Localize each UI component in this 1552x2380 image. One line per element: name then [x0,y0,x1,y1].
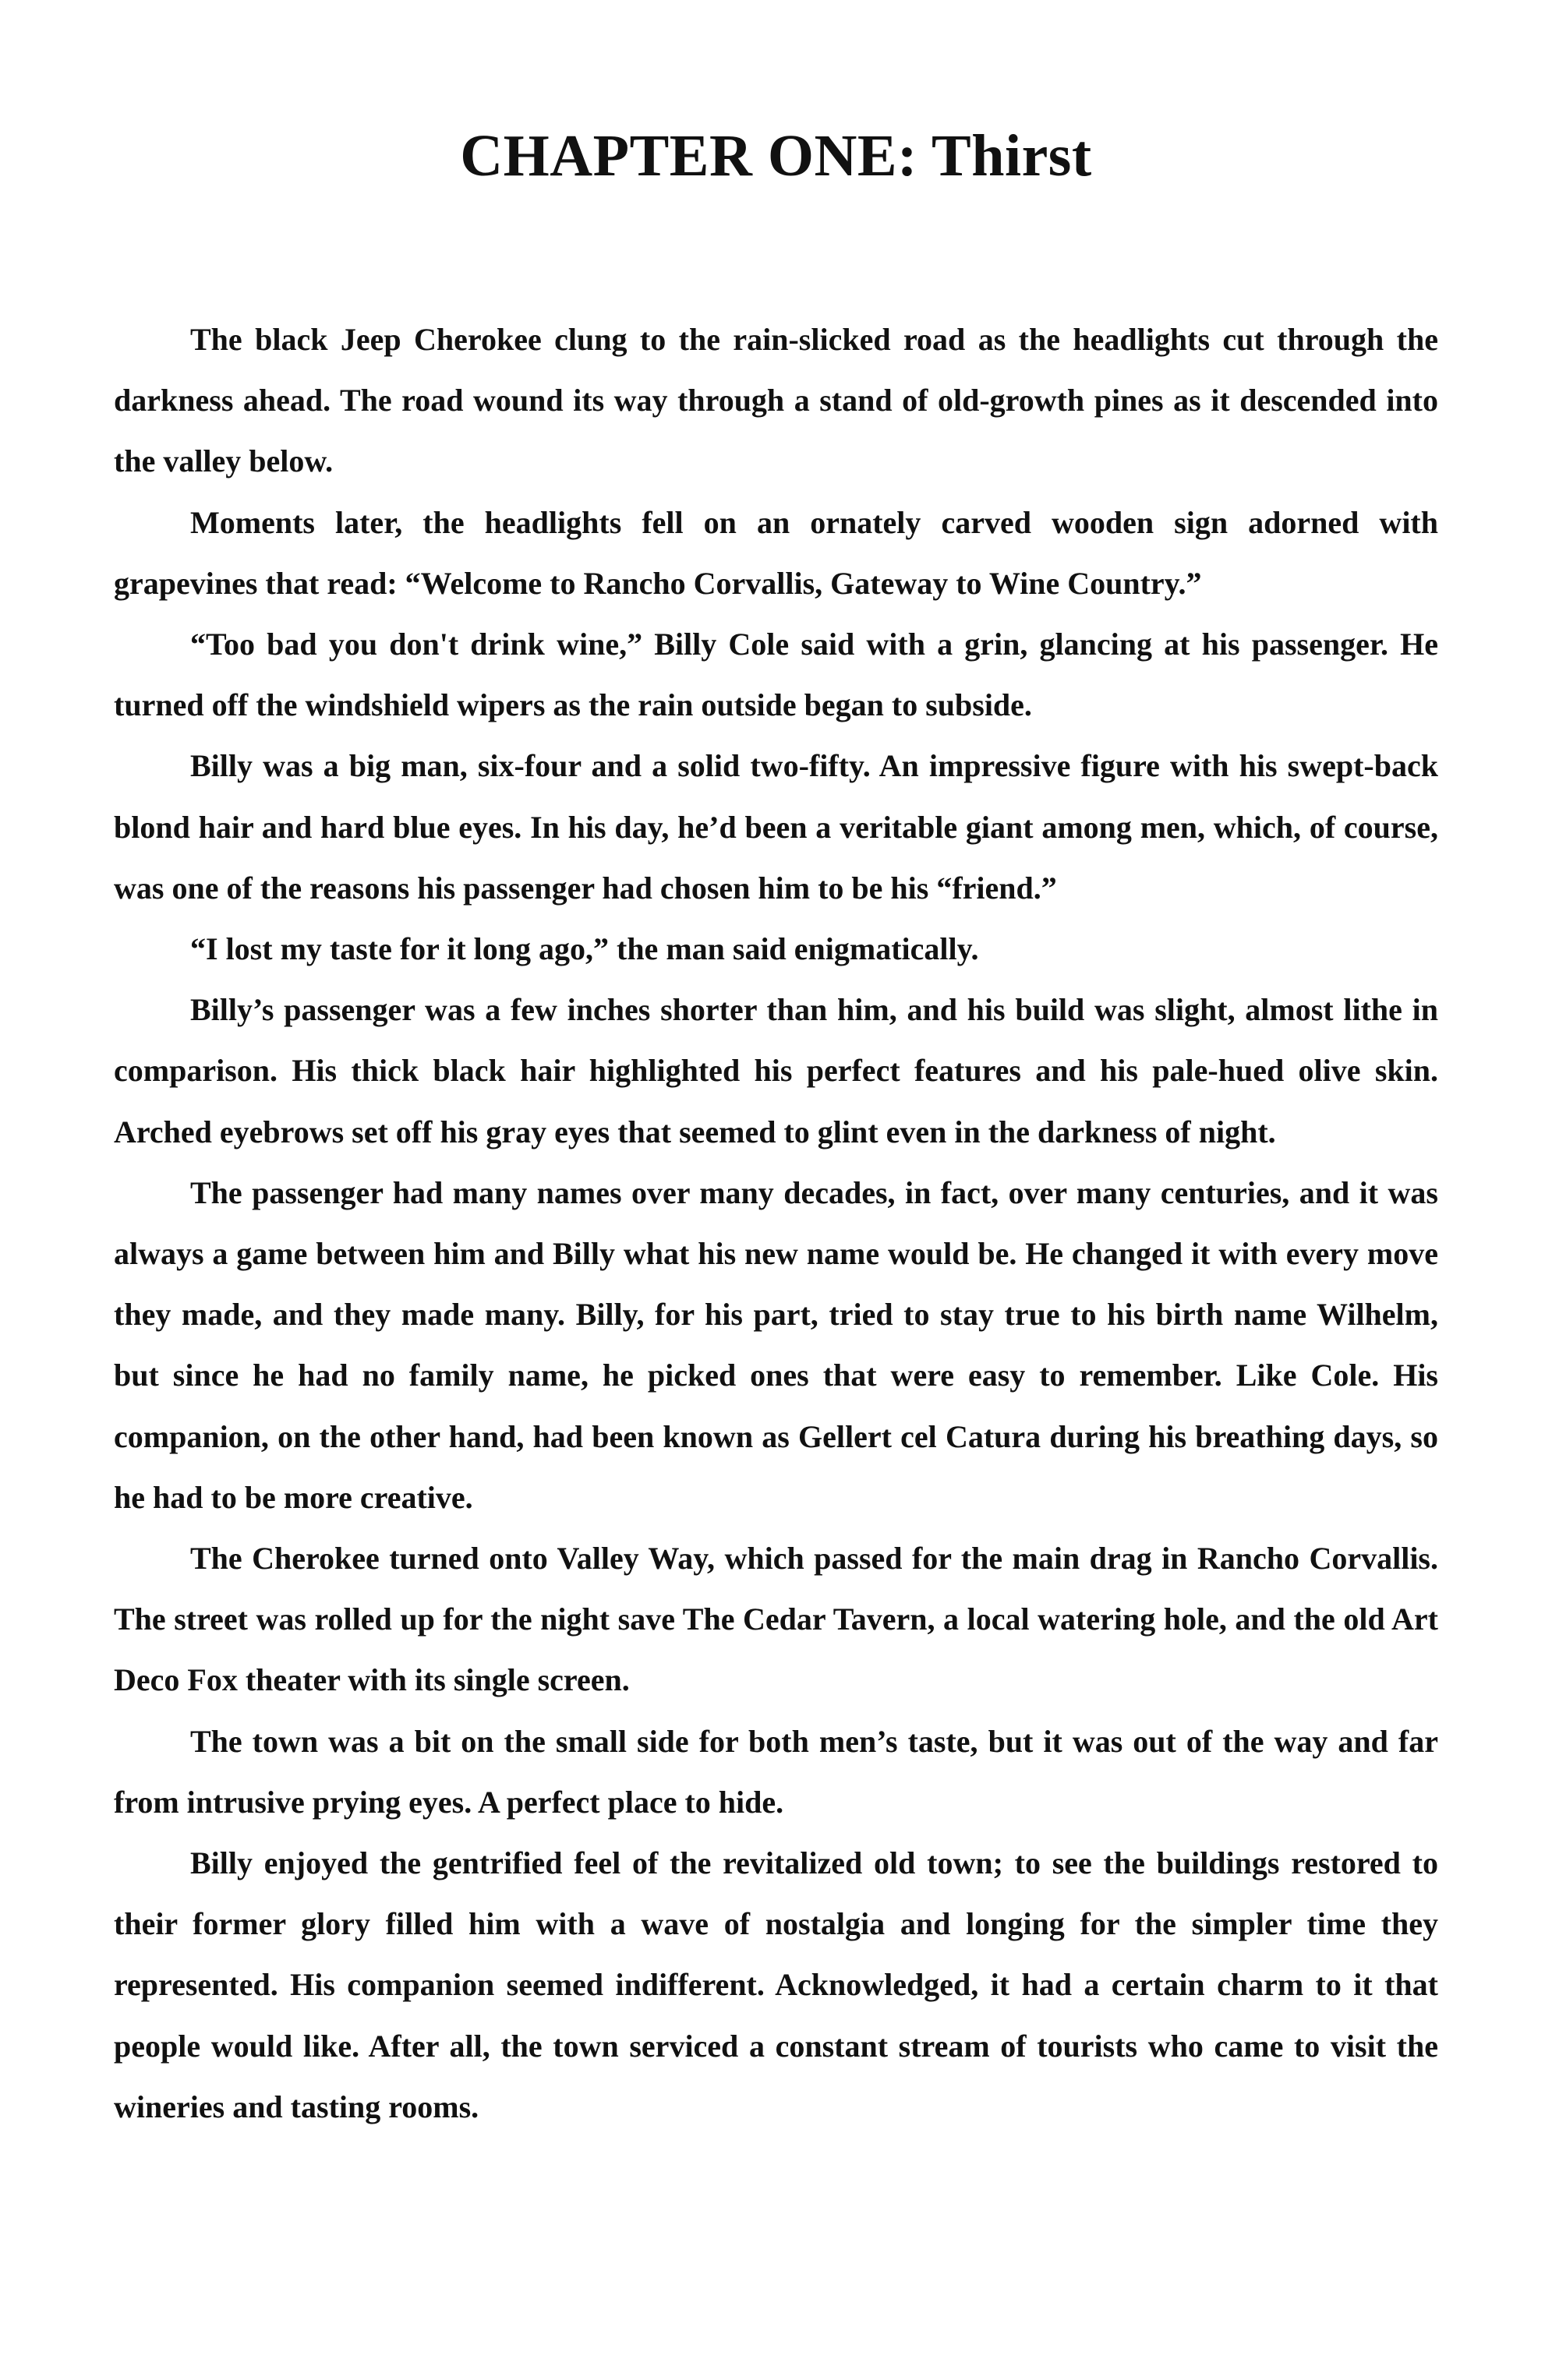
paragraph: “I lost my taste for it long ago,” the man said enigmatically. [190,931,979,967]
chapter-title: CHAPTER ONE: Thirst [460,123,1092,189]
paragraph: Billy was a big man, six-four and a solid two-fifty. An impressive figure with his swept-back blond hair and hard blue eyes. In his day, he’d been a veritable giant among men, which, of course, was one of the reasons his passenger had chosen him to be his “friend.” [114,748,1438,906]
chapter-body [114,309,1438,2138]
paragraph: “Too bad you don't drink wine,” Billy Cole said with a grin, glancing at his passenger. He turned off the windshield wipers as the rain outside began to subside. [114,627,1438,723]
paragraph: The Cherokee turned onto Valley Way, which passed for the main drag in Rancho Corvallis. The street was rolled up for the night save The Cedar Tavern, a local watering hole, and the old Art Deco Fox theater with its single screen. [114,1541,1438,1698]
paragraph: Billy enjoyed the gentrified feel of the revitalized old town; to see the buildings restored to their former glory filled him with a wave of nostalgia and longing for the simpler time they represented. His companion seemed indifferent. Acknowledged, it had a certain charm to it that people would like. After all, the town serviced a constant stream of tourists who came to visit the wineries and tasting rooms. [114,1845,1438,2124]
paragraph: Moments later, the headlights fell on an ornately carved wooden sign adorned with grapevines that read: “Welcome to Rancho Corvallis, Gateway to Wine Country.” [114,504,1438,601]
paragraph: The town was a bit on the small side for both men’s taste, but it was out of the way and far from intrusive prying eyes. A perfect place to hide. [114,1723,1438,1820]
paragraph: Billy’s passenger was a few inches shorter than him, and his build was slight, almost lithe in comparison. His thick black hair highlighted his perfect features and his pale-hued olive skin. Arched eyebrows set off his gray eyes that seemed to glint even in the darkness of night. [114,992,1438,1149]
paragraph: The black Jeep Cherokee clung to the rain-slicked road as the headlights cut through the darkness ahead. The road wound its way through a stand of old-growth pines as it descended into the valley below. [114,322,1438,479]
paragraph: The passenger had many names over many decades, in fact, over many centuries, and it was always a game between him and Billy what his new name would be. He changed it with every move they made, and they made many. Billy, for his part, tried to stay true to his birth name Wilhelm, but since he had no family name, he picked ones that were easy to remember. Like Cole. His companion, on the other hand, had been known as Gellert cel Catura during his breathing days, so he had to be more creative. [114,1174,1438,1515]
